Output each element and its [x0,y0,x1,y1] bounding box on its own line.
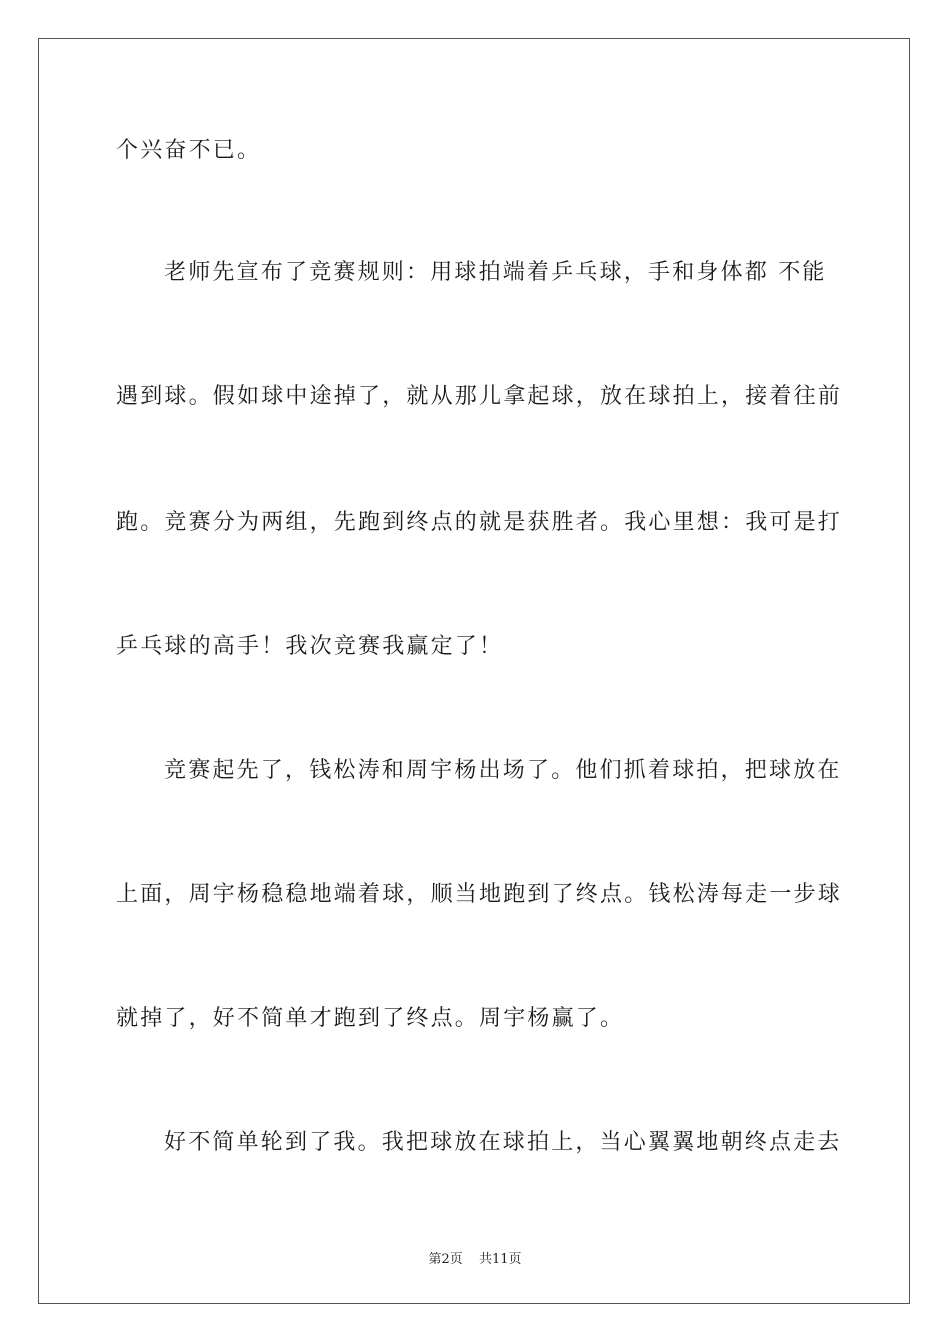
text-line-3: 遇到球。假如球中途掉了，就从那儿拿起球，放在球拍上，接着往前 [116,384,843,409]
page-total: 共11页 [478,1252,522,1267]
text-line-2: 老师先宣布了竞赛规则：用球拍端着乒乓球，手和身体都 不能 [164,260,827,285]
text-line-9: 好不简单轮到了我。我把球放在球拍上，当心翼翼地朝终点走去 [164,1130,842,1155]
text-line-5: 乒乓球的高手！我次竞赛我赢定了！ [116,634,504,659]
page-border [38,38,910,1304]
text-line-7: 上面，周宇杨稳稳地端着球，顺当地跑到了终点。钱松涛每走一步球 [116,882,843,907]
text-line-8: 就掉了，好不简单才跑到了终点。周宇杨赢了。 [116,1006,625,1031]
text-line-6: 竞赛起先了，钱松涛和周宇杨出场了。他们抓着球拍，把球放在 [164,758,842,783]
page-footer [0,1248,950,1267]
text-line-4: 跑。竞赛分为两组，先跑到终点的就是获胜者。我心里想：我可是打 [116,510,843,535]
text-line-1: 个兴奋不已。 [116,138,262,163]
page-number: 第2页 [428,1252,463,1267]
